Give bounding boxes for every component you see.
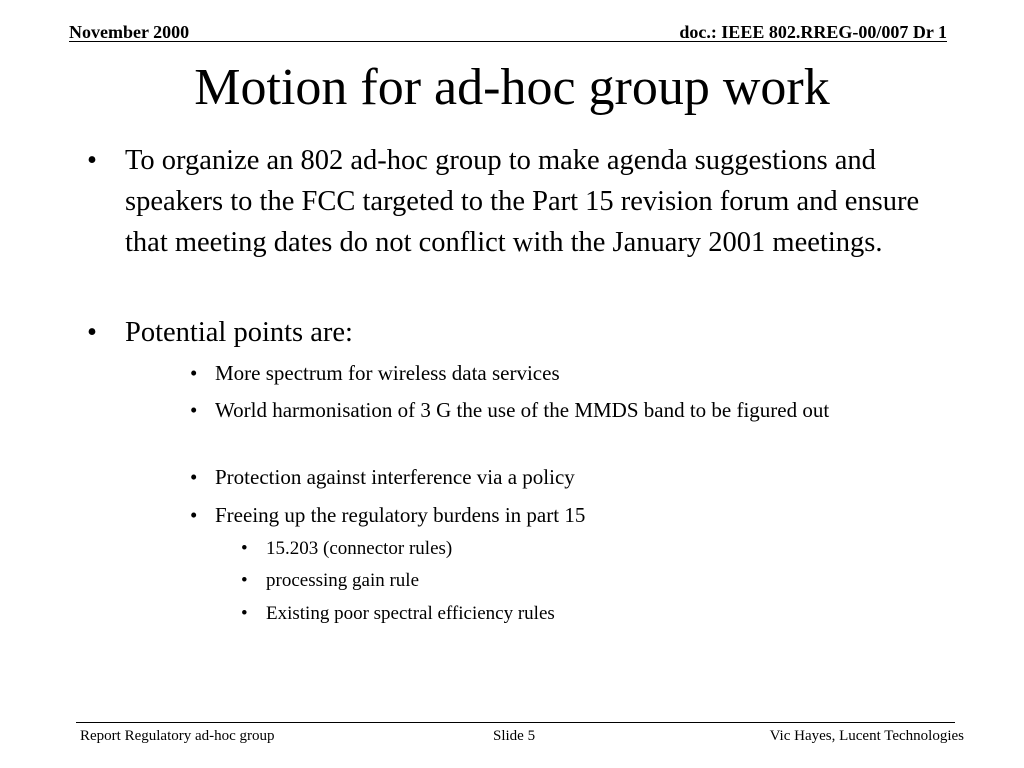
header-divider: [69, 41, 947, 42]
bullet-icon: •: [241, 538, 248, 559]
bullet-icon: •: [190, 361, 198, 385]
footer-slide-number: Slide 5: [493, 728, 536, 744]
sub-sub-bullet-processing-gain: [241, 568, 946, 594]
bullet-icon: •: [87, 317, 97, 348]
footer-divider: [76, 722, 955, 723]
bullet-icon: •: [87, 145, 97, 176]
bullet-icon: •: [241, 603, 248, 624]
bullet-text: Existing poor spectral efficiency rules: [266, 603, 555, 624]
bullet-icon: •: [241, 570, 248, 591]
bullet-text: Freeing up the regulatory burdens in part 15: [215, 503, 586, 527]
footer-group-name: Report Regulatory ad-hoc group: [80, 728, 275, 744]
header-date: November 2000: [69, 22, 190, 42]
sub-sub-bullet-connector-rules: [241, 536, 946, 562]
bullet-text: Potential points are:: [125, 317, 353, 348]
bullet-text: To organize an 802 ad-hoc group to make agenda suggestions and speakers to the FCC targeted to the Part 15 revision forum and ensure that meeting dates do not conflict with the January 2001 meetings.: [125, 145, 920, 258]
bullet-text: processing gain rule: [266, 570, 420, 591]
bullet-icon: •: [190, 465, 198, 489]
bullet-icon: •: [190, 503, 198, 527]
bullet-icon: •: [190, 398, 198, 422]
bullet-potential-points: [87, 312, 955, 353]
sub-bullet-world-harmonisation: [190, 395, 950, 426]
footer-author: Vic Hayes, Lucent Technologies: [769, 728, 964, 744]
bullet-text: Protection against interference via a policy: [215, 465, 575, 489]
bullet-text: 15.203 (connector rules): [266, 538, 453, 559]
sub-bullet-protection-interference: [190, 462, 950, 493]
slide-title: Motion for ad-hoc group work: [194, 59, 830, 116]
bullet-text: More spectrum for wireless data services: [215, 361, 560, 385]
sub-bullet-regulatory-burdens: [190, 500, 950, 531]
bullet-organize-ad-hoc-group: [87, 140, 955, 263]
bullet-text: World harmonisation of 3 G the use of the MMDS band to be figured out: [215, 398, 830, 422]
sub-bullet-more-spectrum: [190, 358, 950, 389]
header-doc-id: doc.: IEEE 802.RREG-00/007 Dr 1: [679, 22, 947, 42]
sub-sub-bullet-spectral-efficiency: [241, 601, 946, 627]
